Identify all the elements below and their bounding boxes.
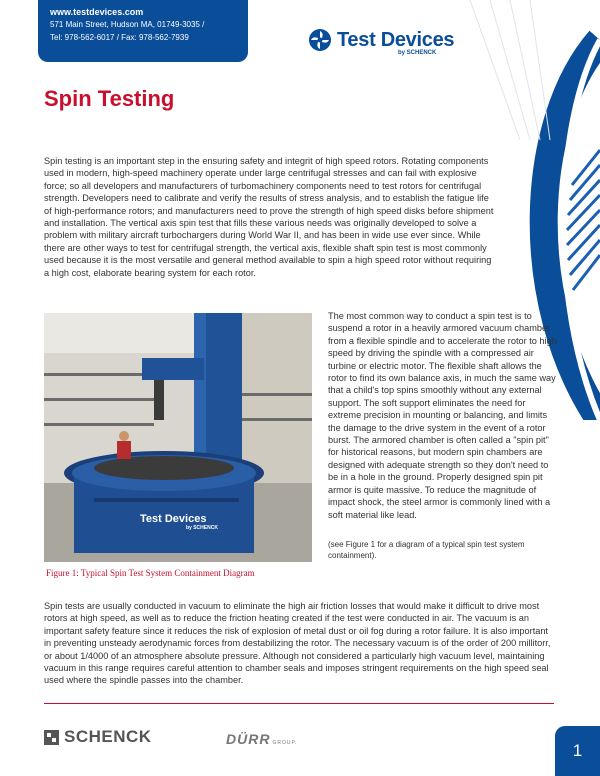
figure-reference-note: (see Figure 1 for a diagram of a typical spin test system containment).: [328, 540, 525, 560]
intro-paragraph: Spin testing is an important step in the ensuring safety and integrit of high speed rotors. Rotating components used in modern, high-speed machinery operate under large centrifugal stresses and can fail with explosive force; so all developers and manufacturers of turbomachinery components need to test rotors for centrifugal strength. Developers need to calibrate and verify the results of stress analysis, and to establish the fatigue life of high-performance rotors; and manufacturers need to prove the strength of high speed disks before shipment and installation. The vertical axis spin test that fills these various needs was originally developed to solve a problem with military aircraft turbochargers during World War II, and has been in wide use ever since. While there are other ways to test for centrifugal strength, the vertical axis, flexible shaft spin test is most commonly used because it is the most versatile and general method available to spin a high speed rotor without requiring a high cost, elaborate bearing system for each rotor.: [44, 156, 494, 278]
test-devices-logo: [308, 28, 455, 56]
contact-info-box: [38, 0, 248, 62]
durr-group-text: GROUP.: [272, 740, 298, 746]
page-number-badge: [555, 726, 600, 776]
logo-by-schenck: by SCHENCK: [398, 50, 437, 56]
page-title: Spin Testing: [44, 86, 175, 111]
machine-label: [140, 513, 218, 531]
machine-label-name: Test Devices: [140, 513, 207, 525]
page-number: 1: [572, 741, 583, 760]
logo-name: Test Devices: [337, 28, 455, 51]
figure-caption: Figure 1: Typical Spin Test System Containment Diagram: [46, 568, 255, 578]
schenck-logo-text: SCHENCK: [64, 727, 152, 746]
schenck-mark-icon: [44, 730, 59, 745]
durr-group-logo: [226, 731, 298, 747]
spin-pit-paragraph: The most common way to conduct a spin test is to suspend a rotor in a heavily armored vacuum chamber from a flexible spindle and to accelerate the rotor to high speed by driving the spindle with a compressed air turbine or electric motor. The flexible shaft allows the rotor to find its own balance axis, in much the same way that a child's top spins smoothly without any external support. The soft support eliminates the need for extreme precision in mounting or balancing, and limits the damage to the drive system in the event of a rotor burst. The armored chamber is often called a "spin pit" for historical reasons, but modern spin chambers are designed with adequate strength so they don't need to be in a hole in the ground. Properly designed spin pit armor is quite massive. To reduce the magnitude of impact shock, the steel armor is commonly lined with a soft material like lead.: [328, 311, 557, 520]
schenck-logo: [44, 727, 152, 747]
durr-logo-text: DÜRR: [226, 731, 271, 747]
website-link[interactable]: www.testdevices.com: [50, 7, 144, 17]
address-text: 571 Main Street, Hudson MA, 01749-3035 /: [50, 20, 205, 29]
spin-test-system-photo: [44, 313, 312, 562]
vacuum-paragraph: Spin tests are usually conducted in vacuum to eliminate the high air friction losses that would make it difficult to drive most rotors at high speed, as well as to reduce the friction heating created if the test were conducted in air. The vacuum is an important safety feature since it reduces the risk of explosion of metal dust or oil fog during a rotor failure. It is also important in preventing unsteady aerodynamic forces from destabilizing the rotor. The necessary vacuum is of the order of 200 millitorr, or about 1/4000 of an atmosphere absolute pressure. Although not considered a particularly high vacuum level, maintaining vacuum in this range requires careful attention to chamber seals and imposes stringent requirements on the high speed seal used where the spindle passes into the chamber.: [44, 601, 551, 686]
turbine-logo-icon: [308, 28, 332, 52]
machine-label-by: by SCHENCK: [186, 525, 218, 531]
phone-fax-text: Tel: 978-562-6017 / Fax: 978-562-7939: [50, 33, 189, 42]
footer-divider: [44, 703, 554, 704]
